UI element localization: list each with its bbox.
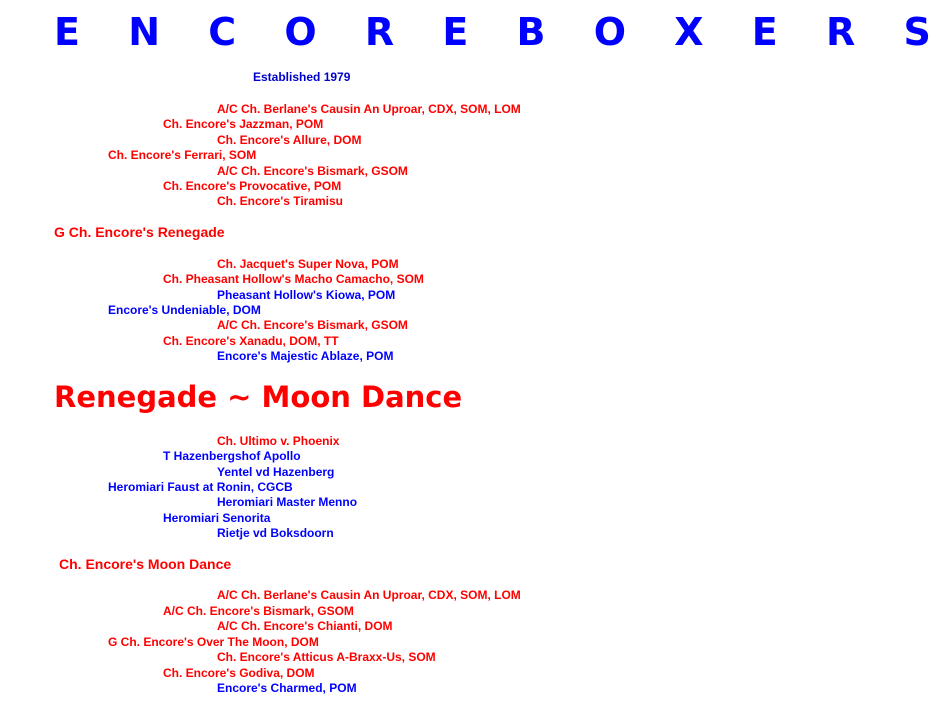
pedigree-entry: Ch. Ultimo v. Phoenix bbox=[217, 434, 340, 448]
pedigree-entry: A/C Ch. Encore's Bismark, GSOM bbox=[217, 164, 408, 178]
pedigree-entry: A/C Ch. Berlane's Causin An Uproar, CDX, SOM, LOM bbox=[217, 102, 521, 116]
pedigree-entry: Encore's Undeniable, DOM bbox=[108, 303, 261, 317]
pedigree-entry: Heromiari Faust at Ronin, CGCB bbox=[108, 480, 293, 494]
pedigree-entry: Ch. Encore's Atticus A-Braxx-Us, SOM bbox=[217, 650, 436, 664]
pedigree-entry: A/C Ch. Encore's Bismark, GSOM bbox=[163, 604, 354, 618]
pedigree-entry: T Hazenbergshof Apollo bbox=[163, 449, 301, 463]
dam-name: Ch. Encore's Moon Dance bbox=[59, 556, 232, 572]
pedigree-entry: Ch. Encore's Ferrari, SOM bbox=[108, 148, 257, 162]
pedigree-entry: Ch. Encore's Xanadu, DOM, TT bbox=[163, 334, 339, 348]
sire-name: G Ch. Encore's Renegade bbox=[54, 224, 225, 240]
pedigree-entry: Yentel vd Hazenberg bbox=[217, 465, 335, 479]
pedigree-entry: A/C Ch. Encore's Chianti, DOM bbox=[217, 619, 393, 633]
page-title: E N C O R E B O X E R S bbox=[54, 10, 948, 54]
established-text: Established 1979 bbox=[253, 70, 351, 84]
pedigree-entry: Rietje vd Boksdoorn bbox=[217, 526, 334, 540]
pedigree-entry: Encore's Majestic Ablaze, POM bbox=[217, 349, 394, 363]
pedigree-entry: Heromiari Master Menno bbox=[217, 495, 358, 509]
pedigree-entry: Ch. Encore's Allure, DOM bbox=[217, 133, 362, 147]
pedigree-entry: Ch. Encore's Godiva, DOM bbox=[163, 666, 315, 680]
pedigree-entry: Ch. Jacquet's Super Nova, POM bbox=[217, 257, 399, 271]
pedigree-entry: G Ch. Encore's Over The Moon, DOM bbox=[108, 635, 319, 649]
pedigree-entry: Ch. Encore's Tiramisu bbox=[217, 194, 344, 208]
pedigree-entry: Pheasant Hollow's Kiowa, POM bbox=[217, 288, 396, 302]
pedigree-entry: A/C Ch. Encore's Bismark, GSOM bbox=[217, 318, 408, 332]
pedigree-entry: Heromiari Senorita bbox=[163, 511, 271, 525]
pedigree-entry: A/C Ch. Berlane's Causin An Uproar, CDX, SOM, LOM bbox=[217, 588, 521, 602]
pedigree-entry: Ch. Encore's Jazzman, POM bbox=[163, 117, 324, 131]
pedigree-entry: Ch. Pheasant Hollow's Macho Camacho, SOM bbox=[163, 272, 424, 286]
pedigree-entry: Ch. Encore's Provocative, POM bbox=[163, 179, 342, 193]
litter-title: Renegade ~ Moon Dance bbox=[54, 380, 463, 414]
pedigree-entry: Encore's Charmed, POM bbox=[217, 681, 357, 695]
